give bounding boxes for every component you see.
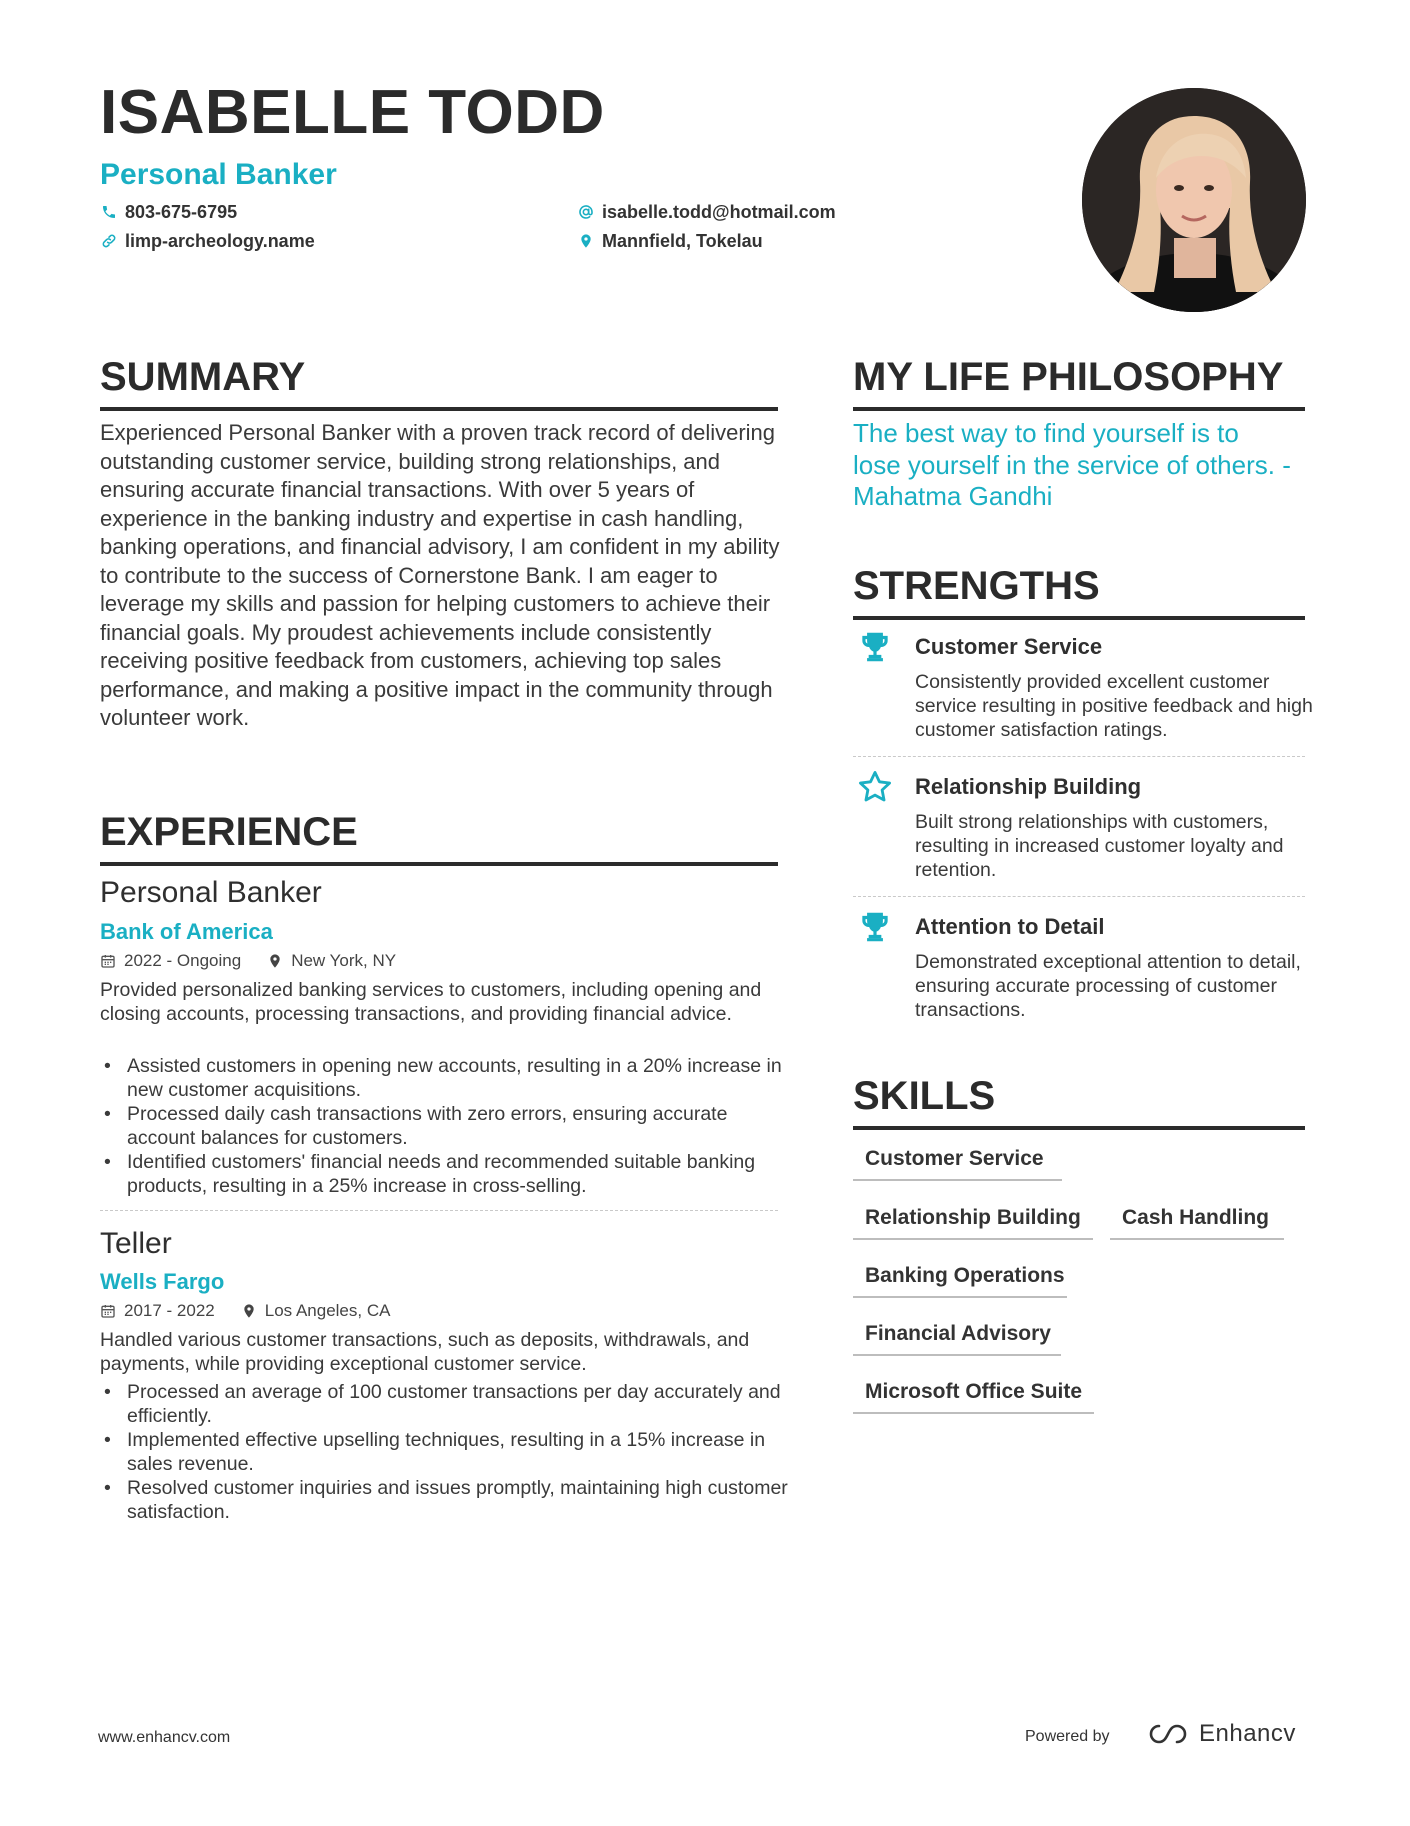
contact-website[interactable] <box>101 232 315 250</box>
experience-heading: EXPERIENCE <box>100 812 778 866</box>
skill-tag: Financial Advisory <box>853 1323 1061 1356</box>
job-bullet: • Processed daily cash transactions with zero errors, ensuring accurate account balances for customers. <box>100 1102 790 1150</box>
job-location: New York, NY <box>291 951 397 970</box>
strength-title: Attention to Detail <box>915 914 1105 939</box>
calendar-icon <box>100 1303 116 1319</box>
job-meta <box>100 1302 390 1319</box>
candidate-name: ISABELLE TODD <box>100 78 605 147</box>
skill-tag: Customer Service <box>853 1148 1062 1181</box>
strength-description: Demonstrated exceptional attention to detail, ensuring accurate processing of customer transactions. <box>915 951 1301 1021</box>
location-pin-icon <box>241 1303 257 1319</box>
enhancv-logo-icon <box>1145 1720 1191 1748</box>
job-location: Los Angeles, CA <box>264 1301 391 1320</box>
contact-phone[interactable] <box>101 203 237 221</box>
calendar-icon <box>100 953 116 969</box>
job-bullet: • Identified customers' financial needs and recommended suitable banking products, resulting in a 25% increase in cross-selling. <box>100 1150 790 1198</box>
star-icon <box>856 768 894 806</box>
skills-heading: SKILLS <box>853 1076 1305 1130</box>
strengths-heading: STRENGTHS <box>853 566 1305 620</box>
job-dates: 2022 - Ongoing <box>124 951 242 970</box>
skill-tag: Banking Operations <box>853 1265 1067 1298</box>
contact-website-text: limp-archeology.name <box>125 231 315 251</box>
skill-tag: Cash Handling <box>1110 1207 1284 1240</box>
philosophy-quote: The best way to find yourself is to lose yourself in the service of others. - Mahatma Gandhi <box>853 418 1291 511</box>
contact-location <box>578 232 763 250</box>
skill-tag: Microsoft Office Suite <box>853 1381 1094 1414</box>
skill-tag: Relationship Building <box>853 1207 1093 1240</box>
strength-description: Built strong relationships with customers, resulting in increased customer loyalty and retention. <box>915 811 1284 881</box>
job-bullets <box>100 1054 790 1198</box>
strength-title: Customer Service <box>915 634 1103 659</box>
footer-brand-name: Enhancv <box>1199 1720 1296 1747</box>
contact-email-text: isabelle.todd@hotmail.com <box>602 202 836 222</box>
location-pin-icon <box>267 953 283 969</box>
job-dates: 2017 - 2022 <box>124 1301 215 1320</box>
job-description: Handled various customer transactions, such as deposits, withdrawals, and payments, while providing exceptional customer service. <box>100 1329 750 1375</box>
job-bullet: • Assisted customers in opening new accounts, resulting in a 20% increase in new customer acquisitions. <box>100 1054 790 1102</box>
strength-description: Consistently provided excellent customer service resulting in positive feedback and high customer satisfaction ratings. <box>915 671 1313 741</box>
candidate-title: Personal Banker <box>100 158 337 191</box>
job-role: Teller <box>100 1227 172 1260</box>
strength-divider <box>853 756 1305 757</box>
philosophy-heading: MY LIFE PHILOSOPHY <box>853 357 1305 411</box>
job-company[interactable]: Wells Fargo <box>100 1269 225 1294</box>
job-divider <box>100 1210 778 1211</box>
strength-title: Relationship Building <box>915 774 1142 799</box>
at-icon <box>578 204 594 220</box>
job-role: Personal Banker <box>100 876 322 909</box>
avatar <box>1082 88 1306 312</box>
footer-website[interactable]: www.enhancv.com <box>98 1729 231 1746</box>
location-pin-icon <box>578 233 594 249</box>
job-bullet: • Processed an average of 100 customer transactions per day accurately and efficiently. <box>100 1380 790 1428</box>
trophy-icon <box>856 908 894 946</box>
job-meta <box>100 952 396 969</box>
job-description: Provided personalized banking services to customers, including opening and closing accounts, processing transactions, and providing financial advice. <box>100 979 762 1025</box>
contact-phone-text: 803-675-6795 <box>125 202 238 222</box>
trophy-icon <box>856 628 894 666</box>
contact-location-text: Mannfield, Tokelau <box>602 231 763 251</box>
strength-divider <box>853 896 1305 897</box>
phone-icon <box>101 204 117 220</box>
footer-powered-by: Powered by <box>1025 1728 1110 1745</box>
summary-heading: SUMMARY <box>100 357 778 411</box>
summary-text: Experienced Personal Banker with a proven track record of delivering outstanding customer service, building strong relationships, and ensuring accurate financial transactions. With over 5 years of experience in the banking industry and expertise in cash handling, banking operations, and financial advisory, I am confident in my ability to contribute to the success of Cornerstone Bank. I am eager to leverage my skills and passion for helping customers to achieve their financial goals. My proudest achievements include consistently receiving positive feedback from customers, achieving top sales performance, and making a positive impact in the community through volunteer work. <box>100 420 780 730</box>
job-company[interactable]: Bank of America <box>100 919 273 944</box>
contact-email[interactable] <box>578 203 836 221</box>
job-bullet: • Implemented effective upselling techniques, resulting in a 15% increase in sales revenue. <box>100 1428 790 1476</box>
job-bullet: • Resolved customer inquiries and issues promptly, maintaining high customer satisfaction. <box>100 1476 790 1524</box>
footer-brand-logo[interactable] <box>1145 1720 1296 1748</box>
link-icon <box>101 233 117 249</box>
job-bullets <box>100 1380 790 1524</box>
